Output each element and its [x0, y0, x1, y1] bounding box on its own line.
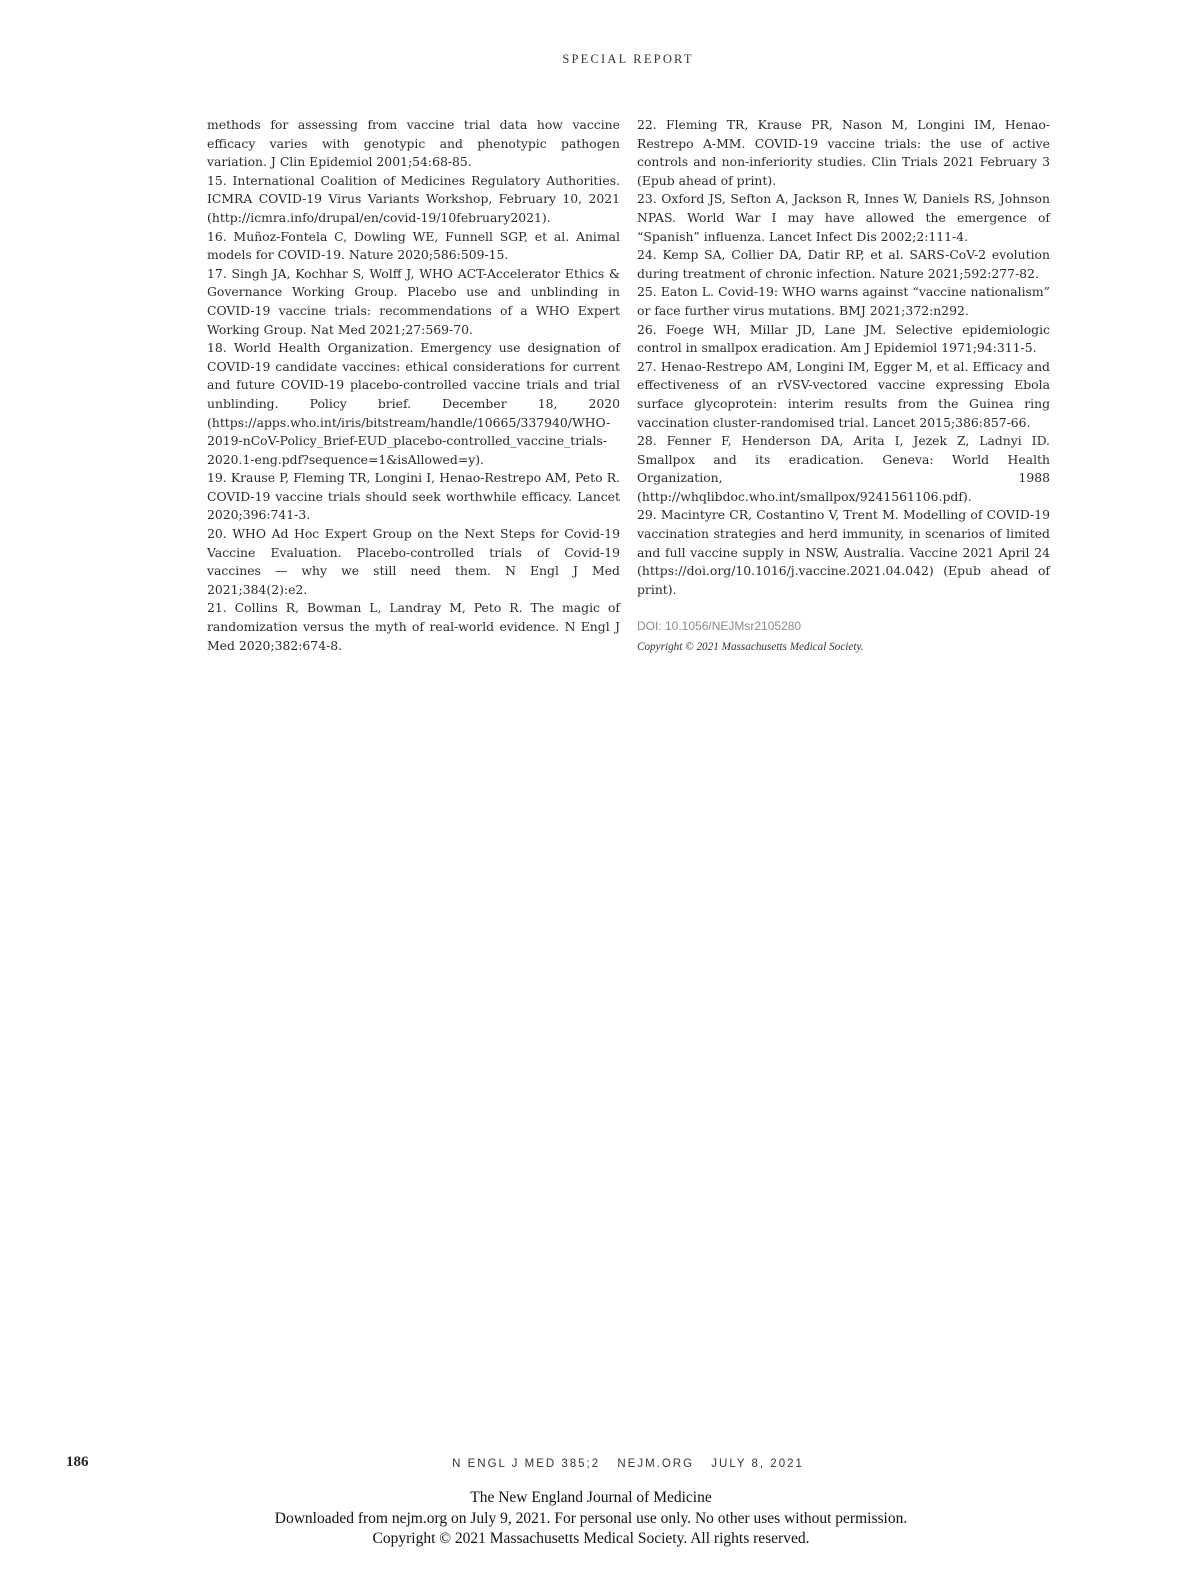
- reference-21: 21. Collins R, Bowman L, Landray M, Peto R. The magic of randomization versus the myth of real-world evidence. N Engl J Med 2020;382:674-8.: [207, 600, 620, 653]
- references-right-column: [637, 116, 1050, 657]
- article-copyright: Copyright © 2021 Massachusetts Medical Society.: [637, 641, 864, 654]
- journal-date: JULY 8, 2021: [711, 1458, 804, 1470]
- reference-18: 18. World Health Organization. Emergency use designation of COVID-19 candidate vaccines: ethical considerations for current and future COVID-19 placebo-controlled vaccine trials and trial unblinding. Policy brief. December 18, 2020 (https://apps.who.int/iris/bitstream/handle/10665/337940/WHO-2019-nCoV-Policy_Brief-EUD_placebo-controlled_vaccine_trials-2020.1-eng.pdf?sequence=1&isAllowed=y).: [207, 340, 620, 467]
- reference-16: 16. Muñoz-Fontela C, Dowling WE, Funnell SGP, et al. Animal models for COVID-19. Nature 2020;586:509-15.: [207, 228, 620, 263]
- reference-19: 19. Krause P, Fleming TR, Longini I, Henao-Restrepo AM, Peto R. COVID-19 vaccine trials should seek worthwhile efficacy. Lancet 2020;396:741-3.: [207, 470, 620, 523]
- reference-23: 23. Oxford JS, Sefton A, Jackson R, Innes W, Daniels RS, Johnson NPAS. World War I may have allowed the emergence of “Spanish” influenza. Lancet Infect Dis 2002;2:111-4.: [637, 191, 1050, 244]
- download-notice-journal: The New England Journal of Medicine: [470, 1489, 712, 1506]
- reference-24: 24. Kemp SA, Collier DA, Datir RP, et al. SARS-CoV-2 evolution during treatment of chronic infection. Nature 2021;592:277-82.: [637, 247, 1050, 281]
- page-number: 186: [66, 1454, 89, 1470]
- references-left-column: [207, 116, 620, 655]
- reference-14-continued: methods for assessing from vaccine trial data how vaccine efficacy varies with genotypic and phenotypic pathogen variation. J Clin Epidemiol 2001;54:68-85.: [207, 117, 620, 170]
- reference-29: 29. Macintyre CR, Costantino V, Trent M. Modelling of COVID-19 vaccination strategies and herd immunity, in scenarios of limited and full vaccine supply in NSW, Australia. Vaccine 2021 April 24 (https://doi.org/10.1016/j.vaccine.2021.04.042) (Epub ahead of print).: [637, 507, 1050, 597]
- reference-17: 17. Singh JA, Kochhar S, Wolff J, WHO ACT-Accelerator Ethics & Governance Working Group. Placebo use and unblinding in COVID-19 vaccine trials: recommendations of a WHO Expert Working Group. Nat Med 2021;27:569-70.: [207, 265, 620, 337]
- reference-25: 25. Eaton L. Covid-19: WHO warns against “vaccine nationalism” or face further virus mutations. BMJ 2021;372:n292.: [637, 284, 1050, 318]
- journal-site: NEJM.ORG: [617, 1458, 695, 1470]
- download-notice-downloaded: Downloaded from nejm.org on July 9, 2021. For personal use only. No other uses without permission.: [274, 1509, 908, 1527]
- doi-link[interactable]: DOI: 10.1056/NEJMsr2105280: [637, 619, 802, 634]
- journal-citation: N ENGL J MED 385;2: [452, 1458, 601, 1470]
- reference-28: 28. Fenner F, Henderson DA, Arita I, Jezek Z, Ladnyi ID. Smallpox and its eradication. Geneva: World Health Organization, 1988 (http://whqlibdoc.who.int/smallpox/9241561106.pdf).: [637, 433, 1050, 504]
- reference-20: 20. WHO Ad Hoc Expert Group on the Next Steps for Covid-19 Vaccine Evaluation. Placebo-controlled trials of Covid-19 vaccines — why we still need them. N Engl J Med 2021;384(2):e2.: [207, 526, 620, 597]
- download-notice: [0, 1488, 1182, 1550]
- running-head: SPECIAL REPORT: [562, 52, 694, 66]
- reference-15: 15. International Coalition of Medicines Regulatory Authorities. ICMRA COVID-19 Virus Variants Workshop, February 10, 2021 (http://icmra.info/drupal/en/covid-19/10february2021).: [207, 172, 620, 225]
- reference-27: 27. Henao-Restrepo AM, Longini IM, Egger M, et al. Efficacy and effectiveness of an rVSV-vectored vaccine expressing Ebola surface glycoprotein: interim results from the Guinea ring vaccination cluster-randomised trial. Lancet 2015;386:857-66.: [637, 358, 1050, 430]
- journal-footer: [0, 1458, 1182, 1470]
- download-notice-rights: Copyright © 2021 Massachusetts Medical Society. All rights reserved.: [372, 1530, 810, 1547]
- reference-22: 22. Fleming TR, Krause PR, Nason M, Longini IM, Henao-Restrepo A-MM. COVID-19 vaccine trials: the use of active controls and non-inferiority studies. Clin Trials 2021 February 3 (Epub ahead of print).: [637, 117, 1050, 188]
- reference-26: 26. Foege WH, Millar JD, Lane JM. Selective epidemiologic control in smallpox eradication. Am J Epidemiol 1971;94:311-5.: [637, 321, 1050, 356]
